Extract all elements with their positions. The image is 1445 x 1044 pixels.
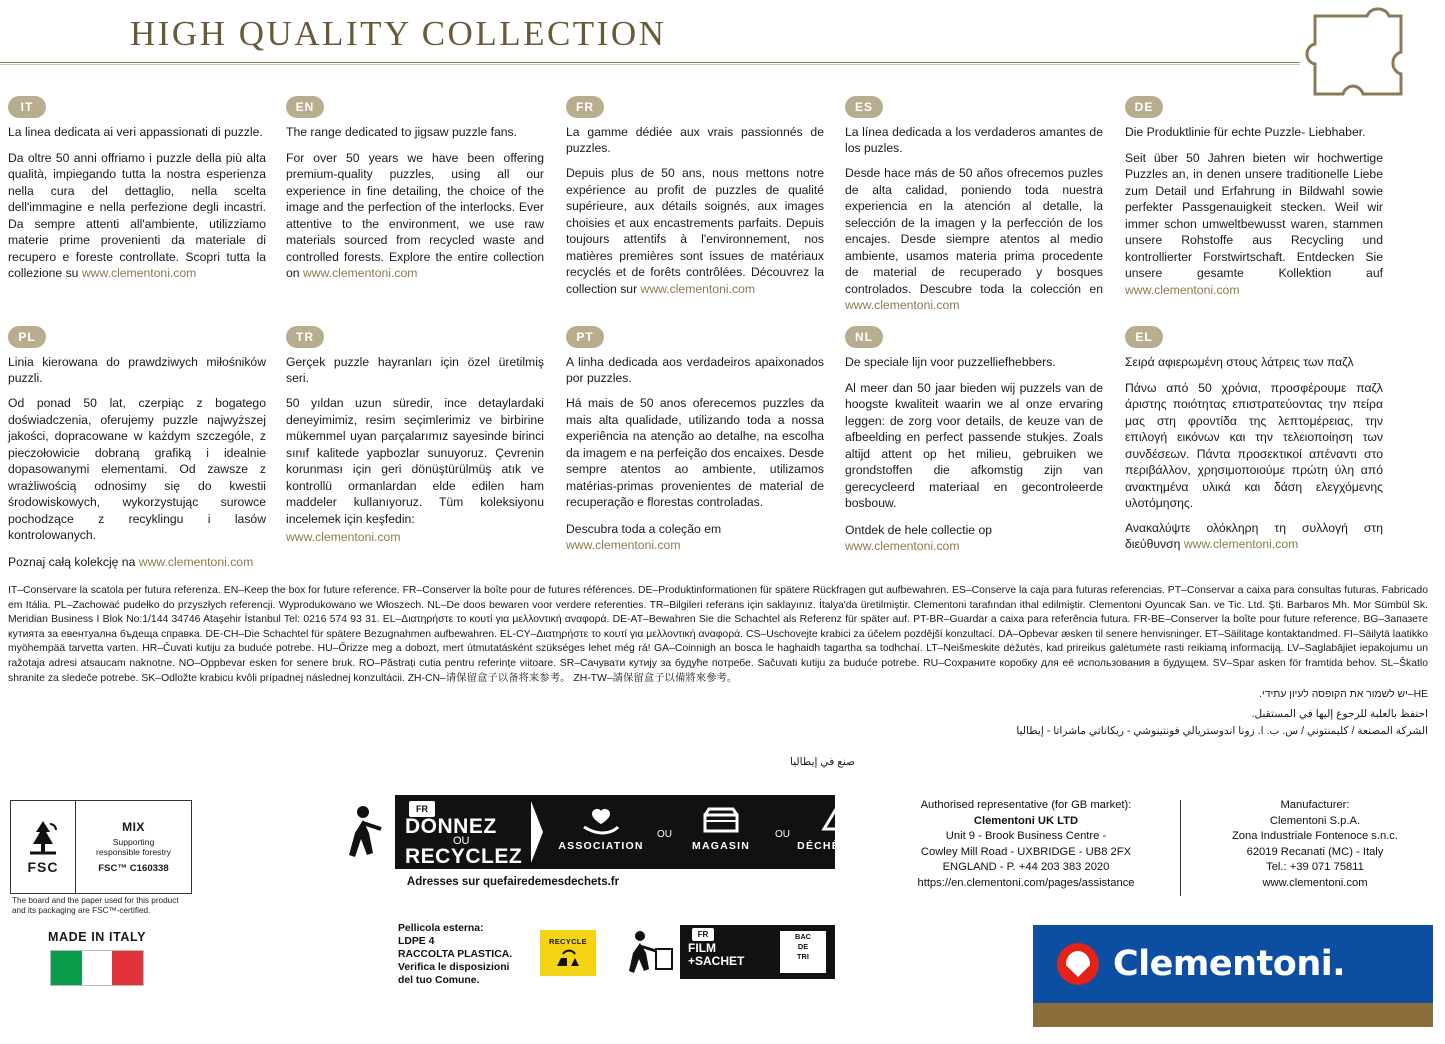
film-sachet-fr-tag: FR: [692, 928, 714, 941]
bin-line2: DE: [797, 942, 809, 951]
triman-option-decheterie: [787, 803, 887, 852]
bin-line3: TRI: [797, 952, 809, 961]
triman-option-label-association: ASSOCIATION: [558, 840, 644, 852]
language-block-es: [845, 96, 1103, 314]
language-lead-es: La línea dedicada a los verdaderos amantes de los puzles.: [845, 125, 1103, 155]
language-body-tr: 50 yıldan uzun süredir, ince detaylardaki deneyimimiz, resim seçimlerimiz ve birbirine mükemmel uyan parçalarımız sayesinde birinci sınıf kalitede yapbozlar sunuyoruz. Çevrenin korunması için geri dönüştürülmüş atık ve kontrollü ormanlardan elde edilen ham maddeler kullanıyoruz. Tüm koleksiyonu incelemek için keşfedin:: [286, 396, 544, 526]
language-badge-pl: PL: [8, 326, 46, 348]
language-body-it: Da oltre 50 anni offriamo i puzzle della più alta qualità, impiegando tutta la nostra esperienza nella cura del dettaglio, nella scelta dell'immagine e nella perfezione degli incastri. Da sempre attenti all'ambiente, utilizziamo materie prime provenienti da materiale di recupero e foreste controllate. Scopri tutta la collezione su www.clementoni.com: [8, 150, 266, 280]
film-note-line2: LDPE 4: [398, 936, 435, 947]
triman-recycling-banner: [335, 795, 877, 877]
header-divider-secondary: [0, 64, 1300, 65]
website-link-fr[interactable]: www.clementoni.com: [640, 281, 755, 296]
film-note-line5: del tuo Comune.: [398, 975, 480, 986]
website-link-tr[interactable]: www.clementoni.com: [286, 530, 401, 544]
language-body-de: Seit über 50 Jahren bieten wir hochwertige Puzzles an, in denen unsere traditionelle Liebe zum Detail und Erfahrung in Bildwahl sowie perfekter Passgenauigkeit stecken. Weil wir immer schon umweltbewusst waren, stammen unsere Rohstoffe aus Recycling und kontrollierter Forstwirtschaft. Entdecken Sie unsere gesamte Kollektion auf www.clementoni.com: [1125, 150, 1383, 297]
manufacturer-title: Manufacturer:: [1280, 799, 1350, 811]
fineprint-text: IT–Conservare la scatola per futura referenza. EN–Keep the box for future reference. FR–Conserver la boîte pour de futures références. DE–Produktinformationen für spätere Rückfragen gut aufbewahren. ES–Conserve la caja para futuras referencias. PT–Conservar a caixa para consultas futuras. Fabricado em Itália. PL–Zachować pudełko do przyszłych referencji. Wyprodukowano we Włoszech. NL–De doos bewaren voor verdere referenties. TR–Bilgileri referans için saklayınız. İtalya'da üretilmiştir. Clementoni tarafından ithal edilmiştir. Clementoni Oyuncak San. ve Tic. Ltd. Şti. Barbaros Mh. Mor Sümbül Sk. Meridian Business I Blok No:1/144 34746 Ataşehir İstanbul Tel: 0216 574 93 31. EL–Διατηρήστε το κουτί για μελλοντική αναφορά. DE-AT–Bewahren Sie die Schachtel als Referenz für später auf. PT-BR–Guardar a caixa para referência futura. FR-BE–Conserver la boîte pour future reference. BG–Запазете кутията за евентуална бъдеща справка. DE-CH–Die Schachtel für spätere Bezugnahmen aufbewahren. EL-CY–Διατηρήστε το κουτί για μελλοντική αναφορά. CS–Uschovejte krabici za účelem pozdější konzultací. DA–Opbevar æsken til senere henvisninger. ET–Säilitage kontaktandmed. FI–Säilytä laatikko myöhempää tarvetta varten. HR–Čuvati kutiju za buduće potrebe. HU–Őrizze meg a dobozt, mert útmutatásként szükséges lehet még rá! GA–Coinnigh an bosca le haghaidh tagartha sa todhchaí. LT–Neišmeskite dėžutės, kad prireikus galėtumėte rasti reikiamą informaciją. LV–Saglabājiet iepakojumu un ražotaja adresi atsaucam naknotne. NO–Oppbevar esken for senere bruk. RO–Păstrați cutia pentru referințe viitoare. SR–Сачувати кутију за будуће потребе. Sačuvati kutiju za buduće potrebe. RU–Сохраните коробку для её использования в будущем. SV–Spar asken för framtida behov. SL–Škatlo shranite za sledeče potrebe. SK–Odložte krabicu kvôli prípadnej následnej konzultácii. ZH-CN–请保留盒子以备将来参考。 ZH-TW–請保留盒子以備將來參考。: [8, 585, 1428, 684]
header: [0, 0, 1445, 78]
language-sections: [0, 96, 1445, 569]
rep-line2: Cowley Mill Road - UXBRIDGE - UB8 2FX: [920, 845, 1132, 858]
manufacturer-line3: Tel.: +39 071 75811: [1266, 861, 1364, 873]
vertical-divider: [1180, 800, 1181, 896]
language-block-tr: [286, 326, 544, 546]
fsc-sub-line1: Supporting: [112, 837, 155, 847]
language-body-fr: Depuis plus de 50 ans, nous mettons notre expérience au profit de puzzles de qualité supérieure, aux détails soignés, aux images choisies et aux encastrements parfaits. Depuis toujours attentifs à l'environnement, nos matières premières sont issues de matériaux recyclés et de forêts contrôlées. Découvrez la collection sur www.clementoni.com: [566, 166, 824, 296]
rep-line1: Unit 9 - Brook Business Centre -: [945, 830, 1107, 842]
language-closing-el: Ανακαλύψτε ολόκληρη τη συλλογή στη διεύθυνση www.clementoni.com: [1125, 520, 1383, 551]
triman-ou-2: OU: [657, 829, 672, 840]
header-divider: [0, 62, 1300, 63]
language-badge-fr: FR: [566, 96, 604, 118]
rep-line3: ENGLAND - P. +44 203 383 2020: [942, 861, 1110, 873]
website-link-it[interactable]: www.clementoni.com: [81, 266, 197, 280]
language-body-es: Desde hace más de 50 años ofrecemos puzles de alta calidad, poniendo toda nuestra experiencia en la atención al detalle, la selección de la imagen y la perfección de los encajes. Desde siempre atentos al medio ambiente, usamos materia prima procedente de material de recuperado y bosques controlados. Descubre toda la colección en www.clementoni.com: [845, 166, 1103, 312]
language-badge-de: DE: [1125, 96, 1163, 118]
language-block-de: [1125, 96, 1383, 298]
fineprint-block: [8, 584, 1428, 739]
triman-address: Adresses sur quefairedemesdechets.fr: [406, 876, 620, 888]
language-badge-es: ES: [845, 96, 883, 118]
language-row-2: [0, 326, 1445, 569]
film-note-line1: Pellicola esterna:: [398, 923, 484, 934]
film-note-line3: RACCOLTA PLASTICA.: [398, 949, 513, 960]
film-sachet-text: FILM +SACHET: [688, 941, 745, 968]
fsc-certificate-box: [10, 800, 192, 894]
recycle-badge: [540, 930, 596, 976]
language-badge-it: IT: [8, 96, 46, 118]
manufacturer-website[interactable]: www.clementoni.com: [1262, 876, 1368, 889]
recycle-arrows-icon: [551, 946, 585, 970]
language-block-fr: [566, 96, 824, 297]
language-badge-nl: NL: [845, 326, 883, 348]
language-lead-pl: Linia kierowana do prawdziwych miłośników puzzli.: [8, 355, 266, 385]
triman-option-magasin: [671, 803, 771, 852]
language-lead-pt: A linha dedicada aos verdadeiros apaixonados por puzzles.: [566, 355, 824, 385]
language-block-pt: [566, 326, 824, 554]
film-disposal-note: [398, 922, 558, 987]
triman-person-icon: [339, 803, 395, 863]
website-link-es[interactable]: www.clementoni.com: [845, 298, 960, 312]
hand-heart-icon: [551, 803, 651, 837]
language-row-1: [0, 96, 1445, 326]
fineprint-arabic-2: الشركة المصنعة / كليمنتوني / س. ب. ا. زونا اندوستريالي فونتينوشي - ريكاناتي ماشراتا - إيطاليا: [1016, 725, 1428, 738]
recycling-center-icon: [787, 803, 887, 837]
language-lead-it: La linea dedicata ai veri appassionati di puzzle.: [8, 125, 263, 139]
fineprint-arabic-1: احتفظ بالعلبة للرجوع إليها في المستقبل.: [1251, 707, 1428, 720]
triman-ou-3: OU: [775, 829, 790, 840]
website-link-pt[interactable]: www.clementoni.com: [566, 538, 681, 552]
language-lead-fr: La gamme dédiée aux vrais passionnés de puzzles.: [566, 125, 824, 155]
language-badge-en: EN: [286, 96, 324, 118]
manufacturer-name: Clementoni S.p.A.: [1269, 814, 1361, 827]
logo-gold-stripe: [1033, 1003, 1433, 1027]
fsc-tree-icon: [28, 819, 58, 857]
rep-support-link[interactable]: https://en.clementoni.com/pages/assistance: [917, 876, 1135, 889]
trash-bin-icon: [780, 931, 826, 973]
language-block-el: [1125, 326, 1383, 553]
language-body-pl: Od ponad 50 lat, czerpiąc z bogatego doświadczenia, oferujemy puzzle najwyższej jakości, dopracowane w każdym szczególe, z pieczołowicie dobraną grafiką i idealnie dopasowanymi elementami. Od zawsze z wrażliwością odnosimy się do kwestii środowiskowych, wykorzystując surowce pochodzące z recyklingu i lasów kontrolowanych.: [8, 396, 266, 542]
language-body-en: For over 50 years we have been offering premium-quality puzzles, using all our experience in fine detailing, the choice of the image and the perfection of the interlocks. Ever attentive to the environment, we use raw materials sourced from recycled waste and controlled forests. Explore the entire collection on www.clementoni.com: [286, 150, 544, 280]
italy-flag-icon: [50, 950, 144, 986]
rep-title: Authorised representative (for GB market):: [920, 799, 1132, 811]
fsc-wordmark: FSC: [27, 859, 59, 875]
brand-name: Clementoni.: [1113, 944, 1346, 984]
website-link-en[interactable]: www.clementoni.com: [302, 266, 418, 280]
language-badge-el: EL: [1125, 326, 1163, 348]
language-badge-tr: TR: [286, 326, 324, 348]
language-lead-en: The range dedicated to jigsaw puzzle fans.: [286, 125, 518, 139]
language-block-it: [8, 96, 266, 282]
triman-option-label-magasin: MAGASIN: [692, 840, 750, 852]
authorised-representative: [880, 798, 1172, 891]
language-block-nl: [845, 326, 1103, 555]
language-lead-el: Σειρά αφιερωμένη στους λάτρεις των παζλ: [1125, 355, 1354, 369]
language-lead-de: Die Produktlinie für echte Puzzle- Liebhaber.: [1125, 125, 1366, 139]
language-closing-nl: Ontdek de hele collectie op: [845, 522, 993, 537]
fsc-note: The board and the paper used for this product and its packaging are FSC™-certified.: [12, 896, 179, 915]
puzzle-piece-icon: [1305, 6, 1413, 102]
manufacturer-info: [1195, 798, 1435, 891]
language-body-nl: Al meer dan 50 jaar bieden wij puzzels van de hoogste kwaliteit waarin we al onze ervaring leggen: de zorg voor details, de keuze van de afbeelding en perfect passende stukjes. Zoals altijd attent op het milieu, gebruiken we grondstoffen die afkomstig zijn van gerecycleerd materiaal en gecontroleerde bosbouw.: [845, 380, 1103, 510]
website-link-de[interactable]: www.clementoni.com: [1125, 282, 1240, 297]
bin-line1: BAC: [794, 932, 811, 941]
clementoni-logo: [1033, 925, 1433, 1003]
fsc-logo: [11, 801, 76, 893]
film-sachet-banner: [620, 925, 835, 981]
website-link-el[interactable]: www.clementoni.com: [1183, 537, 1299, 551]
website-link-nl[interactable]: www.clementoni.com: [845, 539, 960, 553]
page-title: HIGH QUALITY COLLECTION: [130, 14, 667, 53]
recycle-badge-label: RECYCLE: [549, 936, 587, 946]
language-body-el: Πάνω από 50 χρόνια, προσφέρουμε παζλ άριστης ποιότητας επιστρατεύοντας την πείρα μας στη φροντίδα της λεπτομέρειας, την επιλογή εικόνων και την τελειοποίηση των συνδέσεων. Πάντα προσεκτικοί απέναντι στο περιβάλλον, χρησιμοποιούμε πρώτη ύλη από ανακτημένα υλικά και δάση ελεγχόμενης υλοτόμησης.: [1125, 380, 1383, 510]
made-in-italy: [22, 930, 172, 986]
made-in-label: MADE IN ITALY: [47, 930, 147, 944]
language-closing-pl: Poznaj całą kolekcję na www.clementoni.com: [8, 554, 254, 569]
language-block-en: [286, 96, 544, 282]
film-note-line4: Verifica le disposizioni: [398, 962, 510, 973]
triman-option-label-decheterie: DÉCHÈTERIE: [797, 840, 877, 852]
language-lead-nl: De speciale lijn voor puzzelliefhebbers.: [845, 355, 1056, 369]
manufacturer-line2: 62019 Recanati (MC) - Italy: [1246, 845, 1384, 858]
fsc-mix-label: MIX: [122, 820, 145, 834]
store-icon: [671, 803, 771, 837]
triman-donnez-label: DONNEZ: [405, 815, 497, 838]
manufacturer-line1: Zona Industriale Fontenoce s.n.c.: [1231, 830, 1399, 842]
language-lead-tr: Gerçek puzzle hayranları için özel üretilmiş seri.: [286, 355, 544, 385]
fsc-sub-line2: responsible forestry: [96, 847, 171, 857]
triman-recyclez-label: RECYCLEZ: [405, 845, 523, 868]
fineprint-arabic-3: صنع في إيطاليا: [790, 756, 856, 768]
language-block-pl: [8, 326, 266, 570]
website-link-pl[interactable]: www.clementoni.com: [138, 554, 254, 569]
language-closing-pt: Descubra toda a coleção em: [566, 521, 722, 536]
rep-name: Clementoni UK LTD: [973, 814, 1079, 827]
language-body-pt: Há mais de 50 anos oferecemos puzzles da mais alta qualidade, utilizando toda a nossa experiência na atenção ao detalhe, na escolha da imagem e na perfeição dos encaixes. Desde sempre atentos ao ambiente, utilizamos matérias-primas provenientes de material de recuperação e florestas controladas.: [566, 396, 824, 509]
fineprint-hebrew: HE–יש לשמור את הקופסה לעיון עתידי.: [1259, 689, 1428, 701]
language-badge-pt: PT: [566, 326, 604, 348]
triman-ou-label: OU: [453, 835, 470, 847]
triman-fr-tag: FR: [409, 801, 435, 817]
fsc-code: FSC™ C160338: [98, 863, 169, 874]
bin-person-icon: [620, 929, 676, 977]
clementoni-ball-icon: [1057, 943, 1099, 985]
triman-option-association: [551, 803, 651, 852]
fsc-details: [76, 801, 191, 893]
